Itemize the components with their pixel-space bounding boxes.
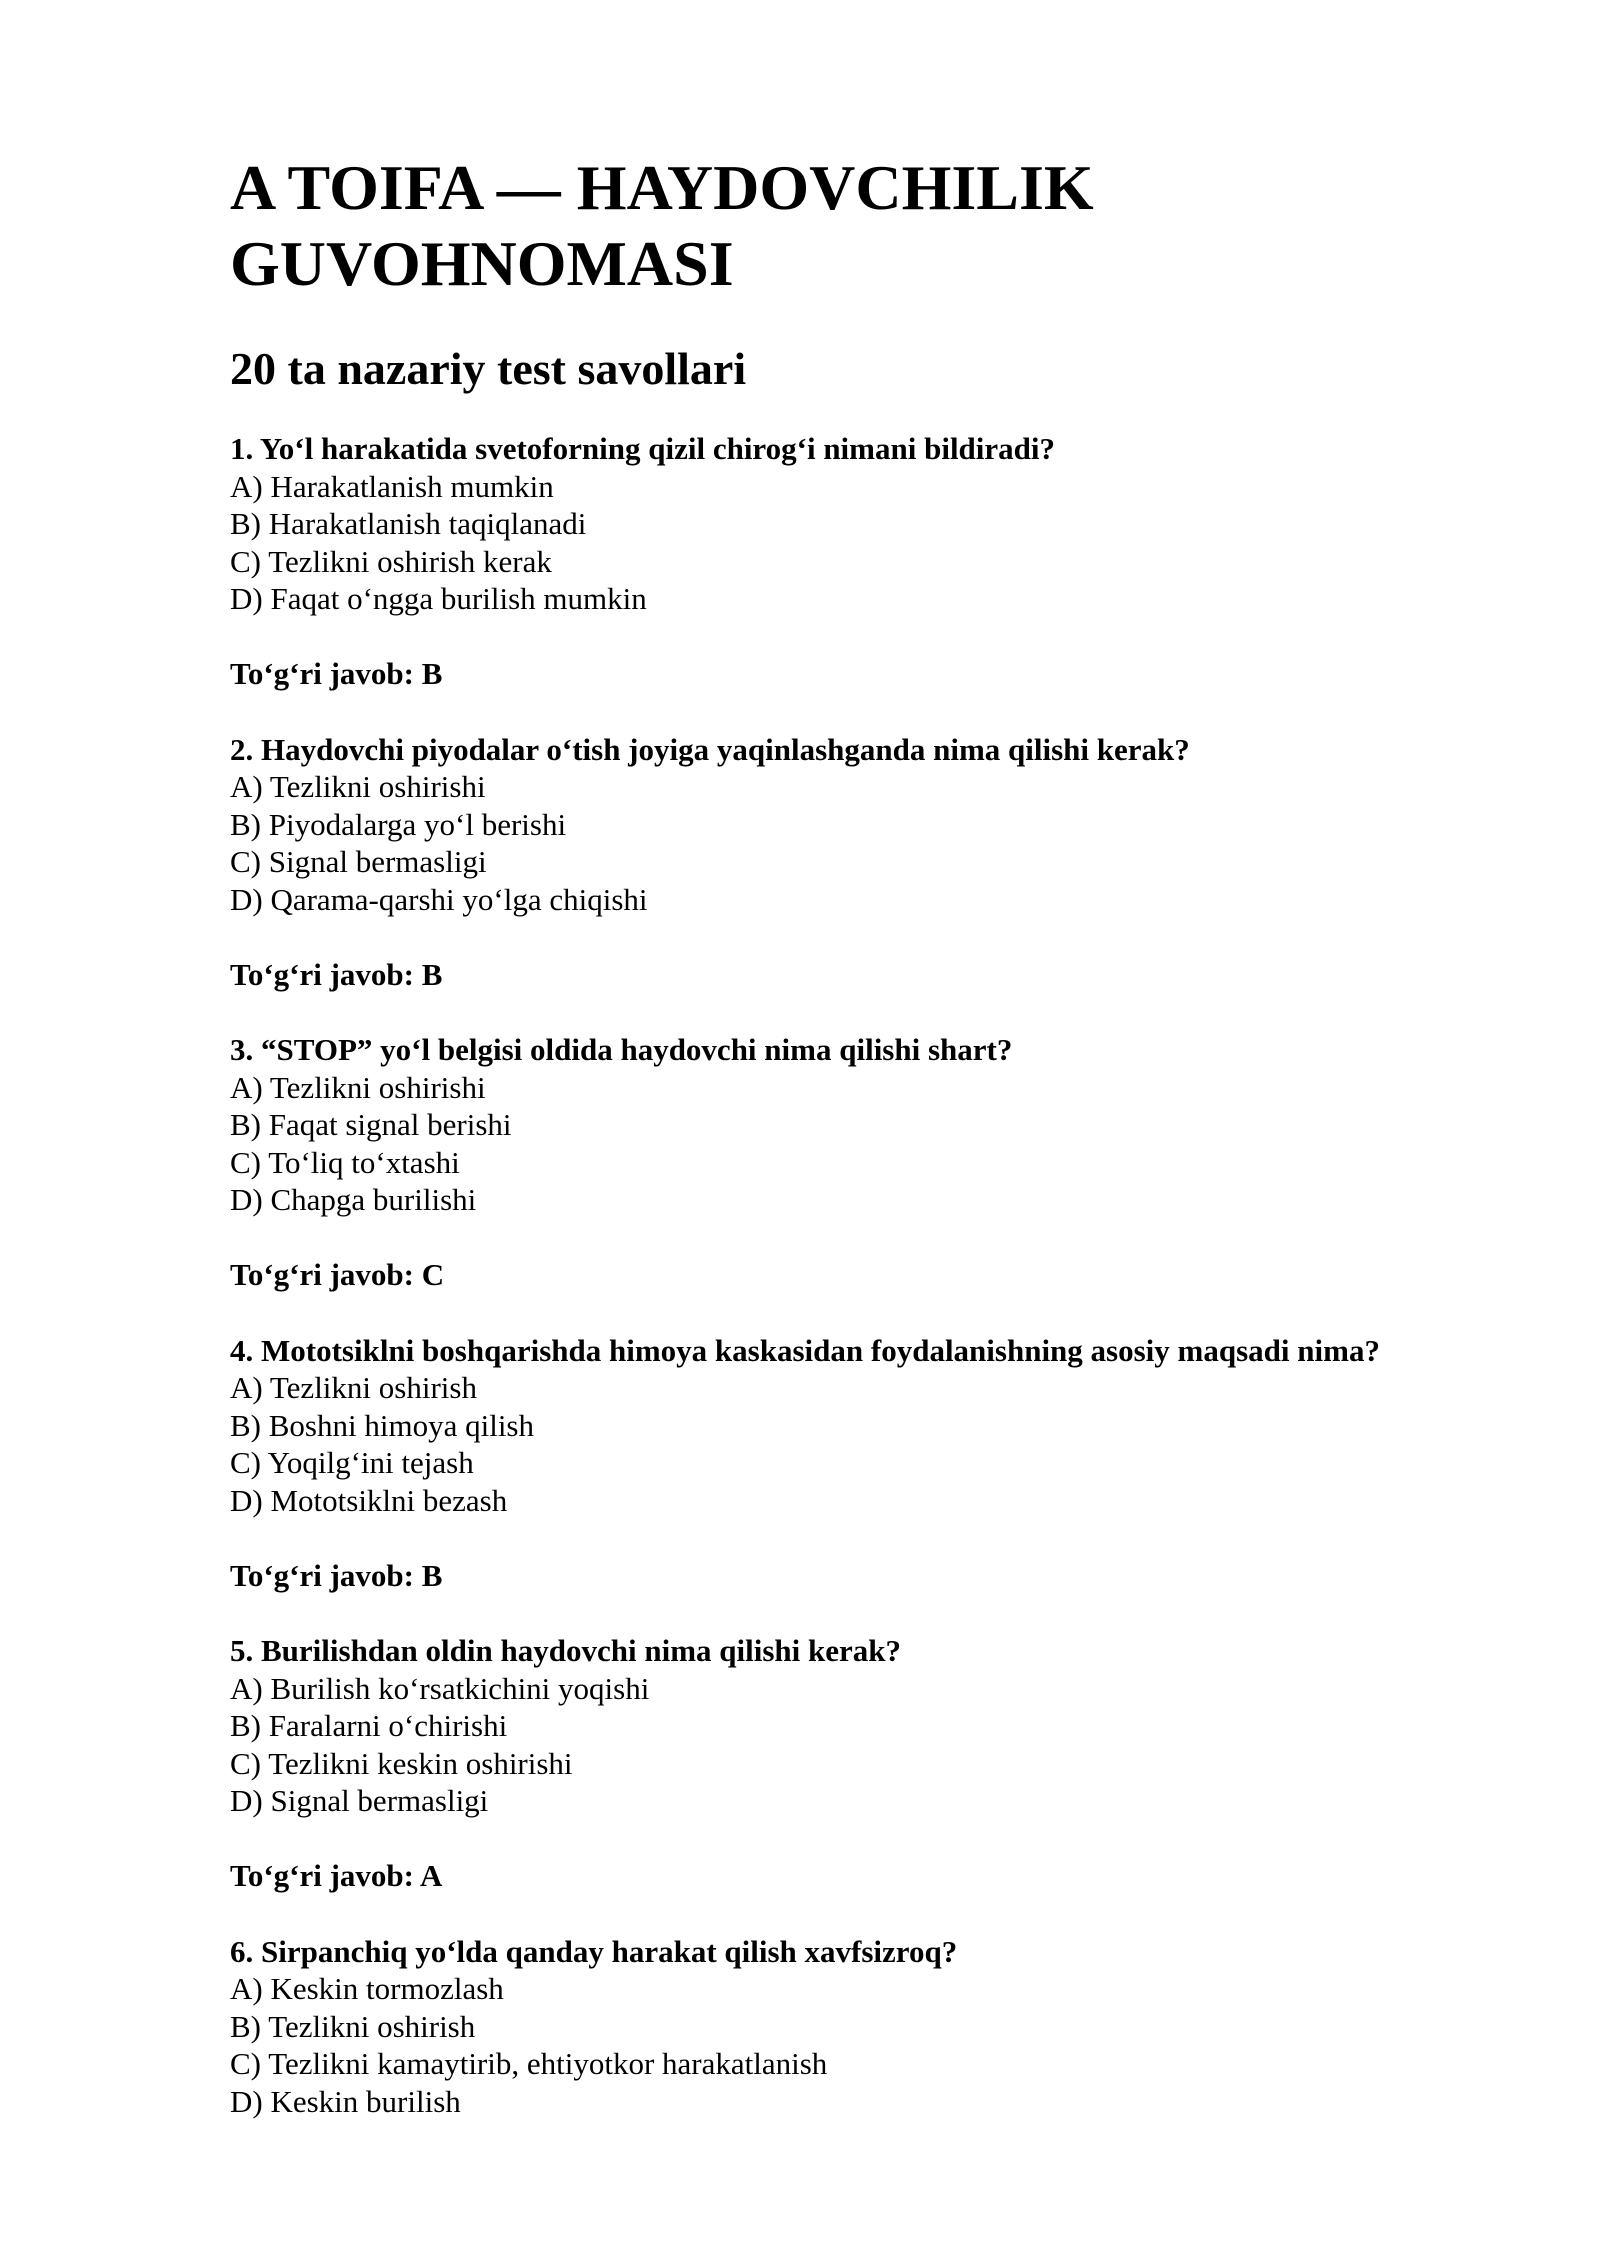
document-page [230, 150, 1480, 2158]
option-b: B) Tezlikni oshirish [230, 2008, 476, 2044]
question-text: 1. Yo‘l harakatida svetoforning qizil chirog‘i nimani bildiradi? [230, 431, 1056, 466]
option-c: C) To‘liq to‘xtashi [230, 1144, 460, 1180]
option-c: C) Signal bermasligi [230, 844, 487, 879]
correct-answer: To‘g‘ri javob: B [230, 956, 443, 992]
option-a: A) Harakatlanish mumkin [230, 468, 554, 504]
document-title: A TOIFA — HAYDOVCHILIK GUVOHNOMASI [230, 152, 1094, 299]
question-item [230, 731, 1480, 994]
question-text: 2. Haydovchi piyodalar o‘tish joyiga yaqinlashganda nima qilishi kerak? [230, 731, 1190, 767]
option-c: C) Tezlikni keskin oshirishi [230, 1745, 573, 1781]
option-b: B) Piyodalarga yo‘l berishi [230, 806, 567, 842]
option-a: A) Keskin tormozlash [230, 1971, 504, 2006]
option-a: A) Burilish ko‘rsatkichini yoqishi [230, 1670, 650, 1706]
question-text: 4. Mototsiklni boshqarishda himoya kaskasidan foydalanishning asosiy maqsadi nima? [230, 1332, 1380, 1368]
option-a: A) Tezlikni oshirish [230, 1370, 477, 1405]
option-d: D) Keskin burilish [230, 2083, 461, 2119]
question-text: 3. “STOP” yo‘l belgisi oldida haydovchi nima qilishi shart? [230, 1032, 1013, 1067]
question-list [230, 430, 1480, 2120]
option-list [230, 468, 1480, 618]
question-item [230, 1031, 1480, 1294]
option-d: D) Qarama-qarshi yo‘lga chiqishi [230, 881, 648, 917]
option-list [230, 1369, 1480, 1519]
correct-answer: To‘g‘ri javob: C [230, 1257, 445, 1292]
option-d: D) Faqat o‘ngga burilish mumkin [230, 581, 647, 616]
option-a: A) Tezlikni oshirishi [230, 1069, 486, 1105]
option-d: D) Signal bermasligi [230, 1783, 489, 1818]
question-item [230, 430, 1480, 693]
correct-answer: To‘g‘ri javob: A [230, 1858, 443, 1893]
option-c: C) Tezlikni oshirish kerak [230, 543, 552, 579]
option-list [230, 768, 1480, 918]
option-c: C) Yoqilg‘ini tejash [230, 1445, 474, 1480]
question-text: 5. Burilishdan oldin haydovchi nima qilishi kerak? [230, 1633, 902, 1668]
option-list [230, 1670, 1480, 1820]
option-list [230, 1970, 1480, 2120]
option-a: A) Tezlikni oshirishi [230, 769, 486, 804]
option-d: D) Chapga burilishi [230, 1182, 477, 1217]
correct-answer: To‘g‘ri javob: B [230, 1557, 443, 1593]
option-b: B) Harakatlanish taqiqlanadi [230, 506, 587, 541]
option-d: D) Mototsiklni bezash [230, 1482, 508, 1518]
option-list [230, 1069, 1480, 1219]
option-c: C) Tezlikni kamaytirib, ehtiyotkor harakatlanish [230, 2046, 828, 2081]
option-b: B) Boshni himoya qilish [230, 1407, 534, 1443]
option-b: B) Faqat signal berishi [230, 1107, 512, 1142]
question-item [230, 1933, 1480, 2121]
question-item [230, 1332, 1480, 1595]
question-item [230, 1632, 1480, 1895]
question-text: 6. Sirpanchiq yo‘lda qanday harakat qilish xavfsizroq? [230, 1933, 958, 1969]
document-subtitle: 20 ta nazariy test savollari [230, 343, 747, 394]
correct-answer: To‘g‘ri javob: B [230, 656, 443, 691]
option-b: B) Faralarni o‘chirishi [230, 1708, 508, 1743]
